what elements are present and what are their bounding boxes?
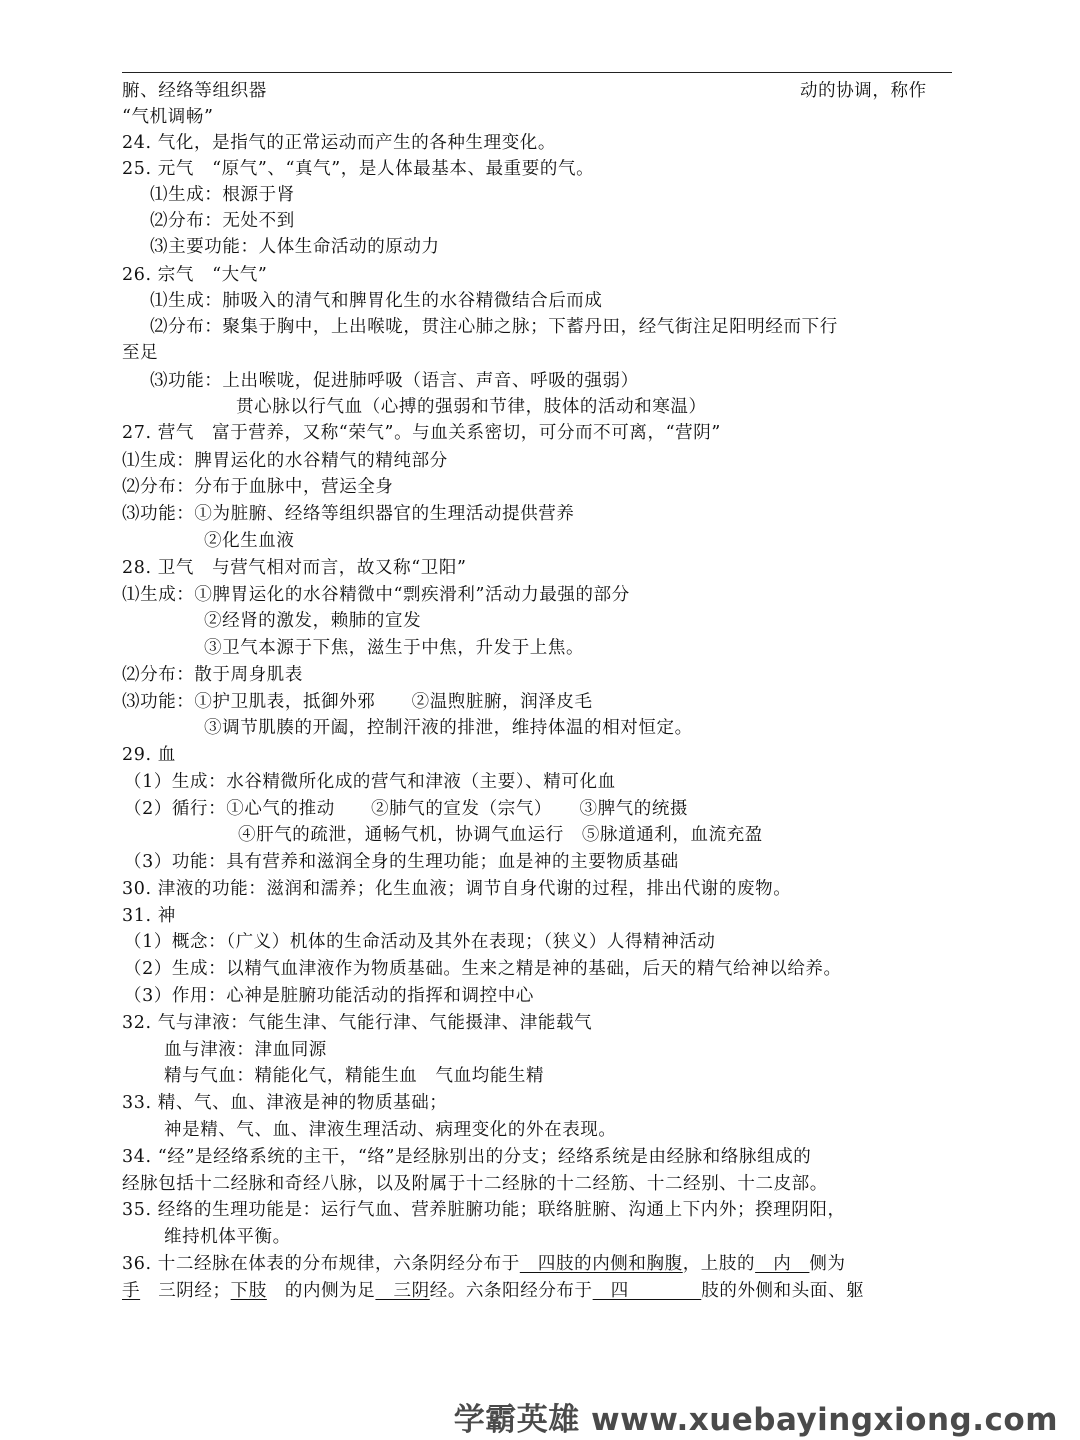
item-30: 30. 津液的功能：滋润和濡养；化生血液；调节自身代谢的过程，排出代谢的废物。 <box>122 879 792 899</box>
text-segment: 的内侧为足 <box>266 1281 376 1301</box>
text-line: 血与津液：津血同源 <box>164 1040 327 1060</box>
site-watermark: 学霸英雄 www.xuebayingxiong.com <box>453 1402 1058 1438</box>
text-segment: 36. 十二经脉在体表的分布规律，六条阴经分布于 <box>122 1254 520 1274</box>
text-segment: 经。六条阳经分布于 <box>429 1281 593 1301</box>
text-line: ⑵分布：聚集于胸中，上出喉咙，贯注心肺之脉；下蓄丹田，经气街注足阳明经而下行 <box>150 317 838 337</box>
item-28: 28. 卫气 与营气相对而言，故又称“卫阳” <box>122 558 467 578</box>
item-34: 34. “经”是经络系统的主干，“络”是经脉别出的分支；经络系统是由经脉和络脉组成的 <box>122 1147 812 1167</box>
item-24: 24. 气化，是指气的正常运动而产生的各种生理变化。 <box>122 133 556 153</box>
text-line: （2）循行：①心气的推动 ②肺气的宣发（宗气） ③脾气的统摄 <box>124 799 689 819</box>
text-line: （1）概念：（广义）机体的生命活动及其外在表现；（狭义）人得精神活动 <box>124 932 716 952</box>
fill-blank: 三阴 <box>375 1281 430 1301</box>
item-29: 29. 血 <box>122 745 176 765</box>
text-line: ③卫气本源于下焦，滋生于中焦，升发于上焦。 <box>204 638 585 658</box>
text-line: 精与气血：精能化气，精能生血 气血均能生精 <box>164 1066 545 1086</box>
item-36-line-1 <box>122 1251 846 1277</box>
item-35: 35. 经络的生理功能是：运行气血、营养脏腑功能；联络脏腑、沟通上下内外；揆理阴阳， <box>122 1200 846 1220</box>
text-line: ②化生血液 <box>204 531 295 551</box>
text-line: ⑶主要功能：人体生命活动的原动力 <box>150 237 440 257</box>
text-segment: 三阴经； <box>140 1281 231 1301</box>
fill-blank: 下肢 <box>230 1281 267 1301</box>
text-line: 维持机体平衡。 <box>164 1227 291 1247</box>
text-line: ⑶功能：①为脏腑、经络等组织器官的生理活动提供营养 <box>122 504 575 524</box>
text-line: 经脉包括十二经脉和奇经八脉，以及附属于十二经脉的十二经筋、十二经别、十二皮部。 <box>122 1174 828 1194</box>
fill-blank: 内 <box>755 1254 810 1274</box>
text-line: 贯心脉以行气血（心搏的强弱和节律，肢体的活动和寒温） <box>236 397 707 417</box>
item-33: 33. 精、气、血、津液是神的物质基础； <box>122 1093 448 1113</box>
text-line: ④肝气的疏泄，通畅气机，协调气血运行 ⑤脉道通利，血流充盈 <box>238 825 763 845</box>
fill-blank: 四肢的内侧和胸腹 <box>519 1254 683 1274</box>
text-line: （1）生成：水谷精微所化成的营气和津液（主要）、精可化血 <box>124 772 616 792</box>
text-line: ⑴生成：脾胃运化的水谷精气的精纯部分 <box>122 451 448 471</box>
item-26: 26. 宗气 “大气” <box>122 265 268 285</box>
item-25: 25. 元气 “原气”、“真气”，是人体最基本、最重要的气。 <box>122 159 595 179</box>
text-line: ⑴生成：根源于肾 <box>150 185 295 205</box>
text-line: ②经肾的激发，赖肺的宣发 <box>204 611 422 631</box>
text-segment: 肢的外侧和头面、躯 <box>701 1281 865 1301</box>
text-line: ③调节肌腠的开阖，控制汗液的排泄，维持体温的相对恒定。 <box>204 718 693 738</box>
text-segment: ，上肢的 <box>682 1254 756 1274</box>
text-line: （3）作用：心神是脏腑功能活动的指挥和调控中心 <box>124 986 534 1006</box>
text-line: ⑴生成：肺吸入的清气和脾胃化生的水谷精微结合后而成 <box>150 291 603 311</box>
text-line: ⑵分布：无处不到 <box>150 211 295 231</box>
text-line: 神是精、气、血、津液生理活动、病理变化的外在表现。 <box>164 1120 617 1140</box>
header-left-text: 腑、经络等组织器 <box>122 81 267 101</box>
item-27: 27. 营气 富于营养，又称“荣气”。与血关系密切，可分而不可离，“营阴” <box>122 423 721 443</box>
text-segment: 侧为 <box>809 1254 846 1274</box>
text-line: 至足 <box>122 343 159 363</box>
text-line: ⑴生成：①脾胃运化的水谷精微中“剽疾滑利”活动力最强的部分 <box>122 585 630 605</box>
item-31: 31. 神 <box>122 906 176 926</box>
fill-blank: 手 <box>122 1281 141 1301</box>
text-line: “气机调畅” <box>122 107 214 127</box>
fill-blank: 四 <box>592 1281 702 1301</box>
text-line: ⑵分布：分布于血脉中，营运全身 <box>122 477 394 497</box>
text-line: ⑵分布：散于周身肌表 <box>122 665 303 685</box>
text-line: （3）功能：具有营养和滋润全身的生理功能；血是神的主要物质基础 <box>124 852 679 872</box>
item-36-line-2 <box>122 1278 864 1304</box>
item-32: 32. 气与津液：气能生津、气能行津、气能摄津、津能载气 <box>122 1013 593 1033</box>
text-line: ⑶功能：上出喉咙，促进肺呼吸（语言、声音、呼吸的强弱） <box>150 371 639 391</box>
header-rule <box>122 72 952 73</box>
header-right-text: 动的协调，称作 <box>800 81 927 101</box>
text-line: ⑶功能：①护卫肌表，抵御外邪 ②温煦脏腑，润泽皮毛 <box>122 692 593 712</box>
text-line: （2）生成：以精气血津液作为物质基础。生来之精是神的基础，后天的精气给神以给养。 <box>124 959 842 979</box>
